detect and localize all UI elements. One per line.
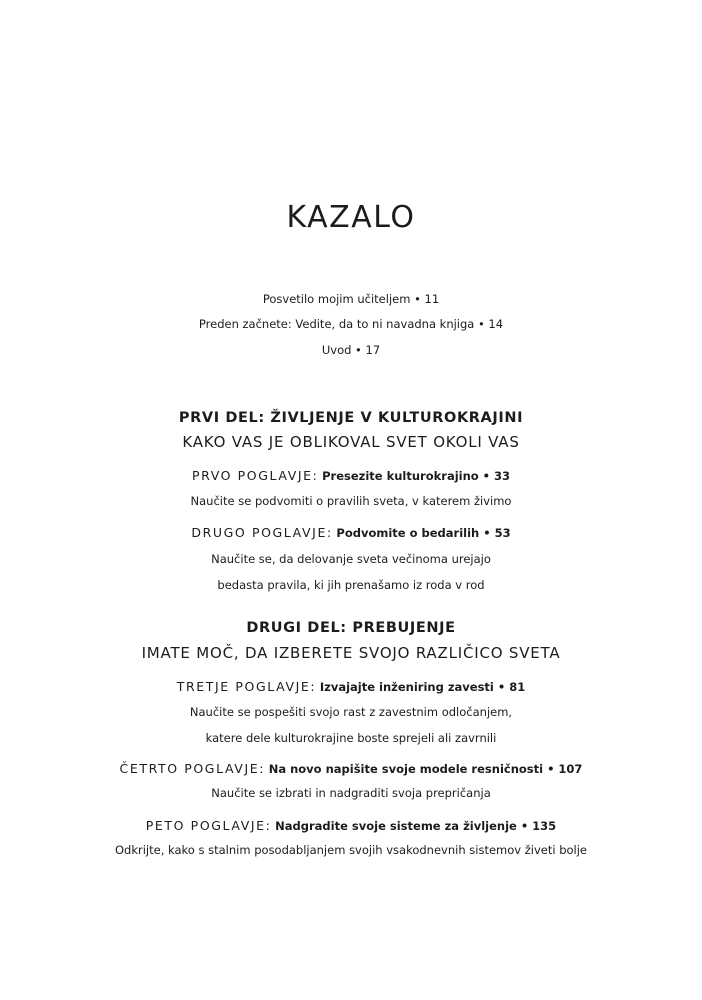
chapter-2-label: DRUGO POGLAVJE: xyxy=(191,525,333,540)
chapter-4-title: Na novo napišite svoje modele resničnosti • 107 xyxy=(268,762,583,776)
chapter-2-description-line-2: bedasta pravila, ki jih prenašamo iz roda v rod xyxy=(217,578,485,592)
part-2-title: DRUGI DEL: PREBUJENJE xyxy=(246,620,456,636)
chapter-3-description-line-1: Naučite se pospešiti svojo rast z zavestnim odločanjem, xyxy=(189,705,513,719)
chapter-1-description: Naučite se podvomiti o pravilih sveta, v katerem živimo xyxy=(190,494,512,508)
chapter-5-heading xyxy=(0,818,702,833)
chapter-4-heading xyxy=(0,761,702,776)
front-matter-item-dedication: Posvetilo mojim učiteljem • 11 xyxy=(262,292,440,306)
chapter-3-description-line-2: katere dele kulturokrajine boste sprejeli ali zavrnili xyxy=(205,731,497,745)
part-2-subtitle: IMATE MOČ, DA IZBERETE SVOJO RAZLIČICO SVETA xyxy=(141,644,561,662)
chapter-5-description: Odkrijte, kako s stalnim posodabljanjem svojih vsakodnevnih sistemov živeti bolje xyxy=(115,843,587,857)
chapter-2-heading xyxy=(0,525,702,540)
chapter-5-label: PETO POGLAVJE: xyxy=(145,818,272,833)
chapter-3-title: Izvajajte inženiring zavesti • 81 xyxy=(319,680,526,694)
chapter-3-label: TRETJE POGLAVJE: xyxy=(176,679,317,694)
front-matter-item-preface: Preden začnete: Vedite, da to ni navadna knjiga • 14 xyxy=(198,317,504,331)
chapter-3-heading xyxy=(0,679,702,694)
page-title: KAZALO xyxy=(286,200,416,235)
chapter-2-title: Podvomite o bedarilih • 53 xyxy=(336,526,511,540)
chapter-4-label: ČETRTO POGLAVJE: xyxy=(119,761,266,776)
chapter-2-description-line-1: Naučite se, da delovanje sveta večinoma urejajo xyxy=(211,552,491,566)
chapter-1-heading xyxy=(0,468,702,483)
chapter-1-label: PRVO POGLAVJE: xyxy=(191,468,319,483)
part-1-subtitle: KAKO VAS JE OBLIKOVAL SVET OKOLI VAS xyxy=(182,433,520,451)
front-matter-item-intro: Uvod • 17 xyxy=(321,343,381,357)
part-1-title: PRVI DEL: ŽIVLJENJE V KULTUROKRAJINI xyxy=(178,410,524,426)
chapter-4-description: Naučite se izbrati in nadgraditi svoja prepričanja xyxy=(211,786,491,800)
chapter-1-title: Presezite kulturokrajino • 33 xyxy=(322,469,511,483)
chapter-5-title: Nadgradite svoje sisteme za življenje • 135 xyxy=(275,819,557,833)
